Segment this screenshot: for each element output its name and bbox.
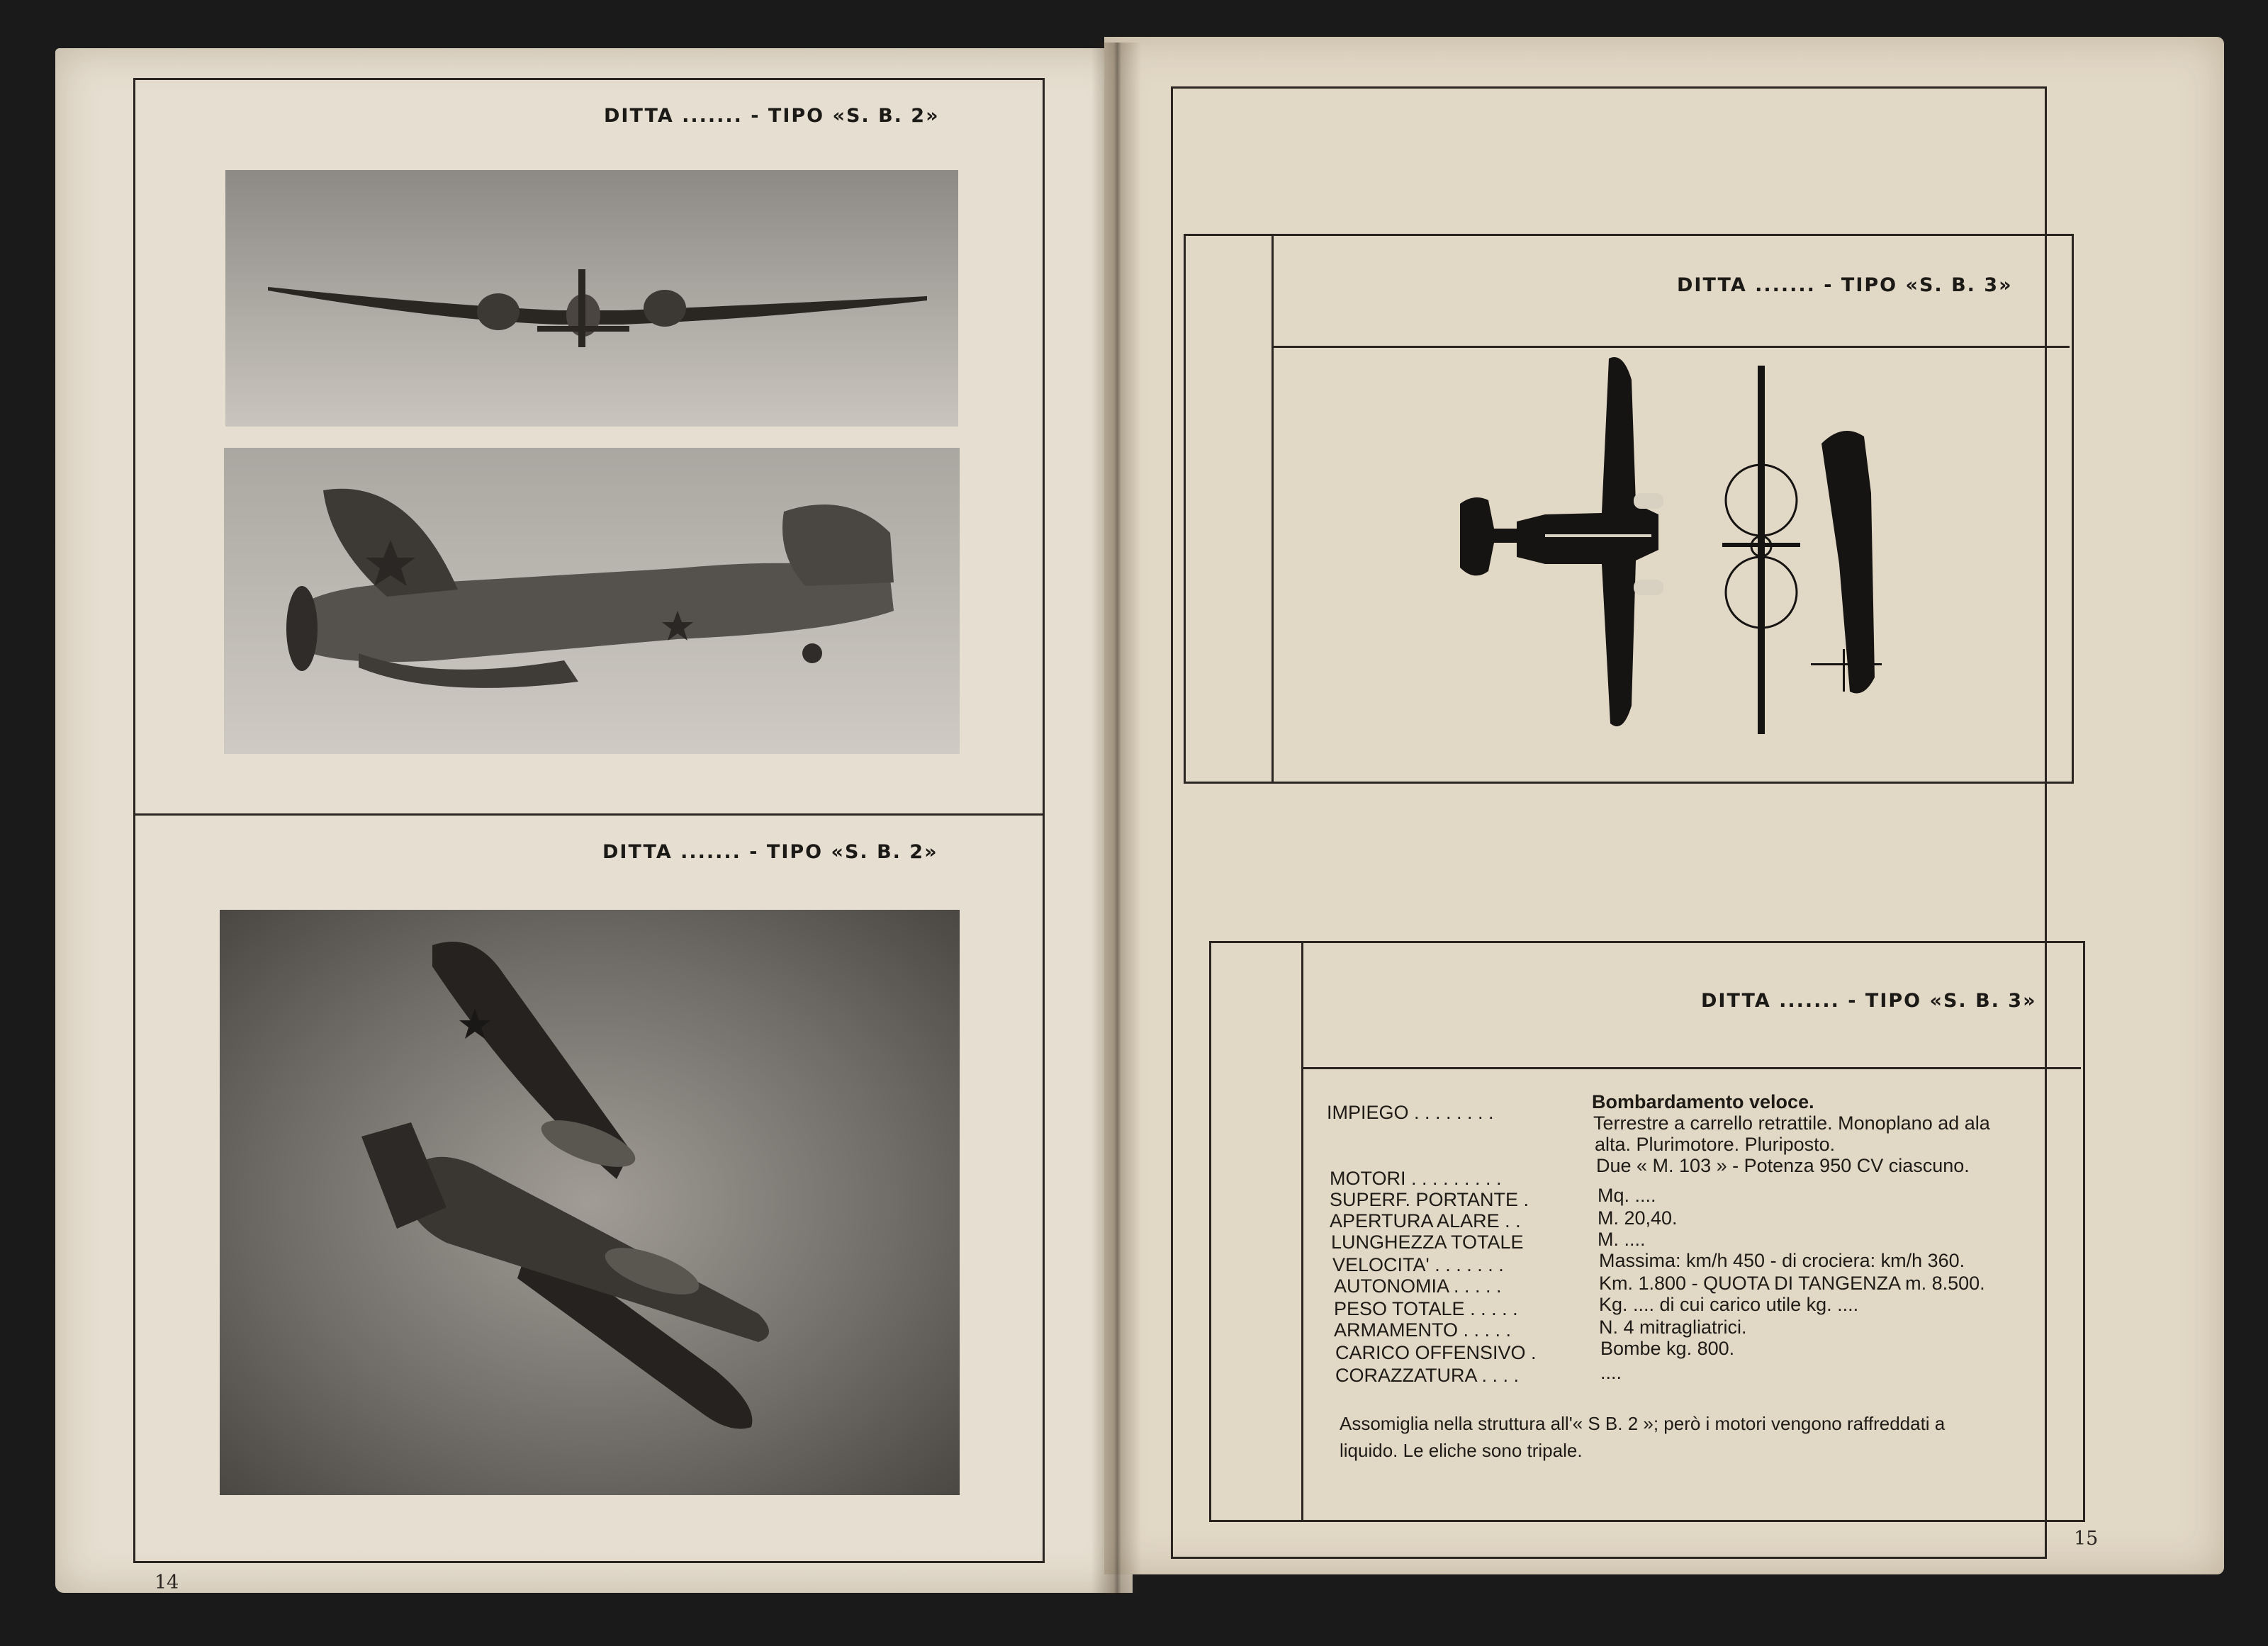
sb3-note-line1: Assomiglia nella struttura all'« S B. 2 »; però i motori vengono raffreddati a [1340, 1413, 1946, 1434]
sb2-flight-photo-side [224, 448, 960, 754]
spec-label-autonomia: AUTONOMIA . . . . . [1334, 1275, 1502, 1297]
spec-label-armamento: ARMAMENTO . . . . . [1334, 1319, 1512, 1341]
spec-value-impiego-3: alta. Plurimotore. Pluriposto. [1595, 1134, 1836, 1155]
spec-label-superficie: SUPERF. PORTANTE . [1330, 1189, 1529, 1210]
spec-label-corazzatura: CORAZZATURA . . . . [1335, 1365, 1520, 1386]
sb3-drawing-card-margin [1271, 234, 1274, 782]
right-section1-heading: DITTA ....... - TIPO «S. B. 3» [1677, 274, 2013, 296]
spec-label-impiego: IMPIEGO . . . . . . . . [1327, 1102, 1494, 1123]
spec-value-lunghezza: M. .... [1598, 1229, 1646, 1250]
spec-value-autonomia: Km. 1.800 - QUOTA DI TANGENZA m. 8.500. [1599, 1273, 1985, 1294]
spec-value-apertura: M. 20,40. [1598, 1207, 1678, 1229]
sb2-flight-photo-front [225, 170, 958, 427]
right-page-number: 15 [2074, 1528, 2099, 1550]
left-page-number: 14 [155, 1572, 179, 1594]
right-section2-heading: DITTA ....... - TIPO «S. B. 3» [1701, 990, 2037, 1012]
sb3-spec-card-margin [1301, 941, 1303, 1520]
left-section-divider [133, 813, 1043, 816]
book-spine [1091, 43, 1141, 1594]
sb3-drawing-card-header-rule [1271, 346, 2070, 348]
sb2-flight-photo-below [220, 910, 960, 1495]
spec-value-velocita: Massima: km/h 450 - di crociera: km/h 360. [1599, 1250, 1965, 1271]
spec-value-superficie: Mq. .... [1598, 1185, 1656, 1206]
sb3-note-line2: liquido. Le eliche sono tripale. [1340, 1440, 1583, 1461]
sb3-three-view-drawing [1446, 351, 1942, 748]
spec-value-armamento: N. 4 mitragliatrici. [1599, 1317, 1747, 1338]
spec-value-corazzatura: .... [1600, 1362, 1622, 1383]
spec-value-carico: Bombe kg. 800. [1600, 1338, 1735, 1359]
spec-value-impiego: Bombardamento veloce. [1592, 1091, 1814, 1112]
sb3-spec-card-header-rule [1301, 1067, 2081, 1069]
spec-label-velocita: VELOCITA' . . . . . . . [1332, 1254, 1504, 1275]
spec-value-impiego-2: Terrestre a carrello retrattile. Monoplano ad ala [1593, 1112, 1990, 1134]
sb3-note [1340, 1410, 2070, 1464]
left-section2-heading: DITTA ....... - TIPO «S. B. 2» [602, 841, 938, 863]
spec-value-motori: Due « M. 103 » - Potenza 950 CV ciascuno. [1596, 1155, 1970, 1176]
spec-label-carico: CARICO OFFENSIVO . [1335, 1342, 1537, 1363]
spec-value-peso: Kg. .... di cui carico utile kg. .... [1599, 1294, 1859, 1315]
spec-label-motori: MOTORI . . . . . . . . . [1330, 1168, 1502, 1189]
spec-label-peso: PESO TOTALE . . . . . [1334, 1298, 1518, 1319]
spec-label-apertura: APERTURA ALARE . . [1330, 1210, 1521, 1231]
spec-label-lunghezza: LUNGHEZZA TOTALE [1331, 1231, 1524, 1253]
left-section1-heading: DITTA ....... - TIPO «S. B. 2» [604, 105, 940, 127]
